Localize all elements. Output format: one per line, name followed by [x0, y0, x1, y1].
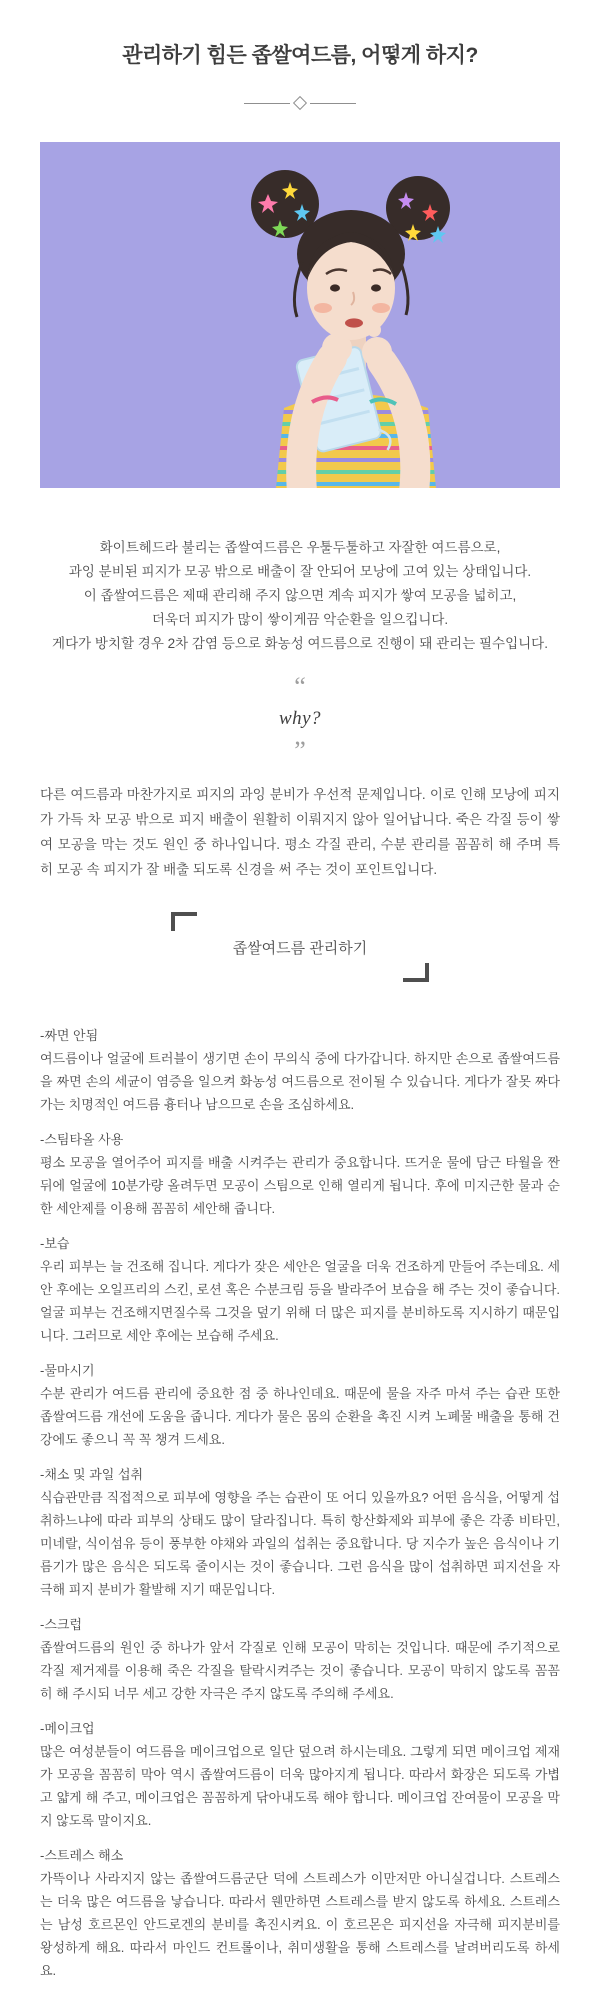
- bracket-top-left-icon: [171, 912, 197, 931]
- tip-title: -스팀타올 사용: [40, 1132, 124, 1147]
- diamond-icon: [293, 96, 307, 110]
- tip-title: -물마시기: [40, 1363, 95, 1378]
- tips-list: [40, 1024, 560, 1982]
- tip-section-stress-relief: [40, 1844, 560, 1982]
- tip-title: -스트레스 해소: [40, 1848, 124, 1863]
- face: [307, 232, 395, 340]
- tip-section-steam-towel: [40, 1128, 560, 1220]
- tip-section-no-squeezing: [40, 1024, 560, 1116]
- tip-section-makeup: [40, 1717, 560, 1832]
- hero-image: [40, 142, 560, 488]
- tip-body: 많은 여성분들이 여드름을 메이크업으로 일단 덮으려 하시는데요. 그렇게 되면 메이크업 제재가 모공을 꼼꼼히 막아 역시 좁쌀여드름이 더욱 많아지게 됩니다. 따라서 화장은 되도록 가볍고 얇게 해 주고, 메이크업은 꼼꼼하게 닦아내도록 해야 합니다. 메이크업 잔여물이 모공을 막지 않도록 말이지요.: [40, 1744, 560, 1828]
- open-quote-icon: “: [294, 672, 306, 701]
- why-quote-block: [40, 672, 560, 766]
- divider-line-left: [244, 103, 290, 104]
- tip-title: -스크럽: [40, 1617, 83, 1632]
- divider-line-right: [310, 103, 356, 104]
- close-quote-icon: ”: [294, 736, 306, 765]
- why-paragraph: 다른 여드름과 마찬가지로 피지의 과잉 분비가 우선적 문제입니다. 이로 인해 모낭에 피지가 가득 차 모공 밖으로 피지 배출이 원활히 이뤄지지 않아 일어납니다. 죽은 각질 등이 쌓여 모공을 막는 것도 원인 중 하나입니다. 평소 각질 관리, 수분 관리를 꼼꼼히 해 주며 특히 모공 속 피지가 잘 배출 되도록 신경을 써 주는 것이 포인트입니다.: [40, 787, 560, 877]
- bracket-bottom-right-icon: [403, 963, 429, 982]
- diamond-divider: [40, 98, 560, 108]
- tip-title: -메이크업: [40, 1721, 95, 1736]
- tip-title: -보습: [40, 1236, 70, 1251]
- tip-body: 평소 모공을 열어주어 피지를 배출 시켜주는 관리가 중요합니다. 뜨거운 물에 담근 타월을 짠 뒤에 얼굴에 10분가량 올려두면 모공이 스팀으로 인해 열리게 됩니다. 후에 미지근한 물과 순한 세안제를 이용해 꼼꼼히 세안해 줍니다.: [40, 1155, 560, 1216]
- tip-body: 좁쌀여드름의 원인 중 하나가 앞서 각질로 인해 모공이 막히는 것입니다. 때문에 주기적으로 각질 제거제를 이용해 죽은 각질을 탈락시켜주는 것이 좋습니다. 모공이 막히지 않도록 꼼꼼히 해 주시되 너무 세고 강한 자극은 주지 않도록 주의해 주세요.: [40, 1640, 560, 1701]
- section-heading-label: 좁쌀여드름 관리하기: [232, 939, 368, 957]
- tip-section-vegetables-fruits: [40, 1463, 560, 1601]
- tip-title: -채소 및 과일 섭취: [40, 1467, 144, 1482]
- tip-body: 여드름이나 얼굴에 트러블이 생기면 손이 무의식 중에 다가갑니다. 하지만 손으로 좁쌀여드름을 짜면 손의 세균이 염증을 일으켜 화농성 여드름으로 전이될 수 있습니다. 게다가 잘못 짜다가는 치명적인 여드름 흉터나 남으므로 손을 조심하세요.: [40, 1051, 560, 1112]
- tip-section-drinking-water: [40, 1359, 560, 1451]
- tip-body: 수분 관리가 여드름 관리에 중요한 점 중 하나인데요. 때문에 물을 자주 마셔 주는 습관 또한 좁쌀여드름 개선에 도움을 줍니다. 게다가 물은 몸의 순환을 촉진 시켜 노폐물 배출을 통해 건강에도 좋으니 꼭 꼭 챙겨 드세요.: [40, 1386, 560, 1447]
- tip-title: -짜면 안됨: [40, 1028, 99, 1043]
- quote-word: why?: [278, 708, 322, 729]
- tip-body: 식습관만큼 직접적으로 피부에 영향을 주는 습관이 또 어디 있을까요? 어떤 음식을, 어떻게 섭취하느냐에 따라 피부의 상태도 많이 달라집니다. 특히 항산화제와 피부에 좋은 각종 비타민, 미네랄, 식이섬유 등이 풍부한 야채와 과일의 섭취는 중요합니다. 당 지수가 높은 음식이나 기름기가 많은 음식은 되도록 줄이시는 것이 좋습니다. 그런 음식을 많이 섭취하면 피지선을 자극해 피지 분비가 활발해 지기 때문입니다.: [40, 1490, 560, 1597]
- blog-post-page: [0, 42, 600, 2006]
- tip-section-scrub: [40, 1613, 560, 1705]
- hero-illustration: [40, 142, 560, 488]
- tip-body: 가뜩이나 사라지지 않는 좁쌀여드름군단 덕에 스트레스가 이만저만 아니실겁니다. 스트레스는 더욱 많은 여드름을 낳습니다. 따라서 웬만하면 스트레스를 받지 않도록 하세요. 스트레스는 남성 호르몬인 안드로겐의 분비를 촉진시켜요. 이 호르몬은 피지선을 자극해 피지분비를 왕성하게 해요. 따라서 마인드 컨트롤이나, 취미생활을 통해 스트레스를 날려버리도록 하세요.: [40, 1871, 560, 1978]
- intro-paragraph: 화이트헤드라 불리는 좁쌀여드름은 우툴두툴하고 자잘한 여드름으로, 과잉 분비된 피지가 모공 밖으로 배출이 잘 안되어 모낭에 고여 있는 상태입니다. 이 좁쌀여드름은 제때 관리해 주지 않으면 계속 피지가 쌓여 모공을 넓히고, 더욱더 피지가 많이 쌓이게끔 악순환을 일으킵니다. 게다가 방치할 경우 2차 감염 등으로 화농성 여드름으로 진행이 돼 관리는 필수입니다.: [52, 540, 548, 651]
- tip-body: 우리 피부는 늘 건조해 집니다. 게다가 잦은 세안은 얼굴을 더욱 건조하게 만들어 주는데요. 세안 후에는 오일프리의 스킨, 로션 혹은 수분크림 등을 발라주어 보습을 해 주는 것이 좋습니다. 얼굴 피부는 건조해지면질수록 그것을 덮기 위해 더 많은 피지를 분비하도록 지시하기 때문입니다. 그러므로 세안 후에는 보습해 주세요.: [40, 1259, 560, 1343]
- page-title: 관리하기 힘든 좁쌀여드름, 어떻게 하지?: [122, 44, 478, 67]
- tip-section-moisturizing: [40, 1232, 560, 1347]
- section-heading-frame: [171, 912, 429, 982]
